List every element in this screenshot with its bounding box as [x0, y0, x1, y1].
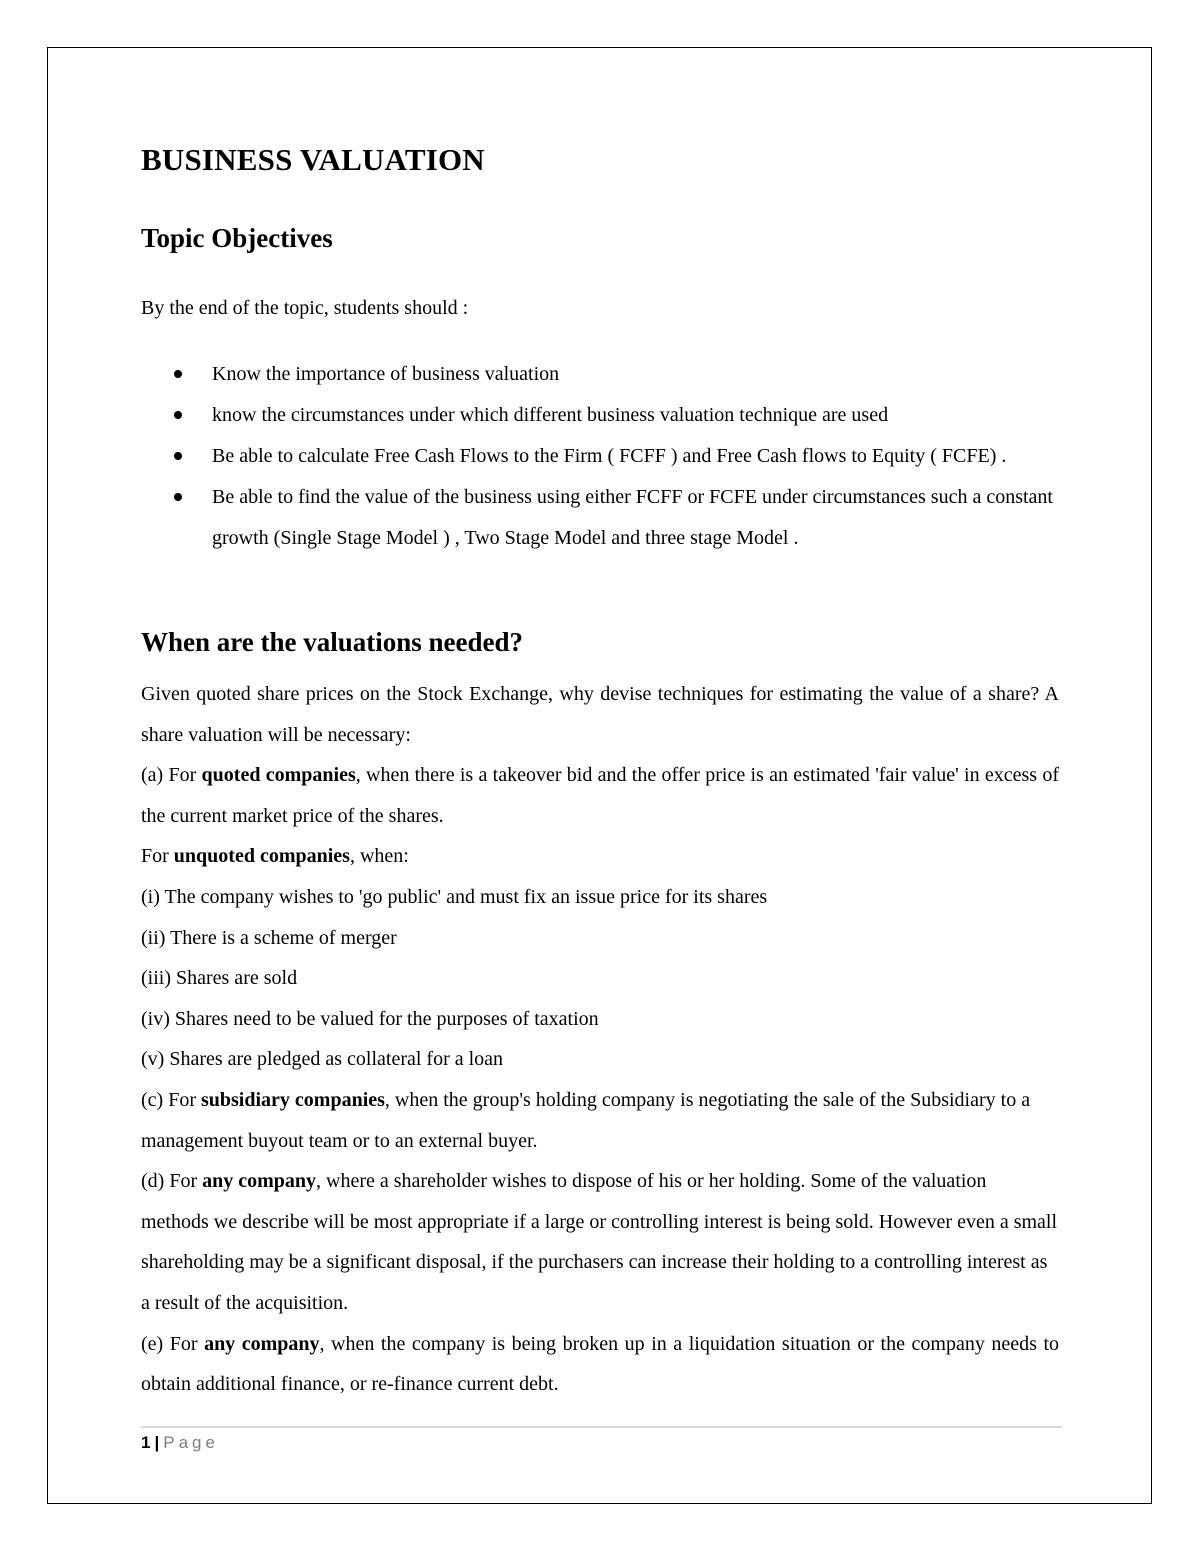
- bold-term: subsidiary companies: [200, 1088, 385, 1111]
- objective-text: know the circumstances under which different business valuation technique are used: [212, 404, 889, 426]
- list-item: [141, 436, 1059, 477]
- objective-text: Be able to calculate Free Cash Flows to the Firm ( FCFF ) and Free Cash flows to Equity ( FCFE) .: [212, 445, 1007, 467]
- paragraph-prefix: For: [141, 845, 174, 868]
- valuations-heading: When are the valuations needed?: [141, 627, 524, 657]
- objectives-list: [141, 354, 1059, 559]
- list-item: (i) The company wishes to 'go public' and must fix an issue price for its shares: [141, 885, 768, 908]
- list-item: [141, 477, 1059, 559]
- bullet-icon: [174, 370, 182, 378]
- valuations-section: [141, 674, 1059, 1405]
- list-item: [141, 354, 1059, 395]
- paragraph-any-company-dispose: [141, 1161, 1059, 1323]
- paragraph-rest: , when there is a takeover bid and the offer price is an estimated 'fair value' in excess of the current market price of the shares.: [141, 764, 1060, 827]
- list-item: (ii) There is a scheme of merger: [141, 926, 397, 949]
- objective-text: Be able to find the value of the business using either FCFF or FCFE under circumstances such a constant growth (Single Stage Model ) , Two Stage Model and three stage Model .: [212, 486, 1053, 549]
- paragraph-intro: Given quoted share prices on the Stock Exchange, why devise techniques for estimating the value of a share? A share valuation will be necessary:: [141, 683, 1059, 746]
- footer-divider: [141, 1426, 1062, 1428]
- paragraph-rest: , where a shareholder wishes to dispose of his or her holding. Some of the valuation methods we describe will be most appropriate if a large or controlling interest is being sold. However even a small shareholding may be a significant disposal, if the purchasers can increase their holding to a controlling interest as a result of the acquisition.: [141, 1170, 1058, 1314]
- paragraph-rest: , when the company is being broken up in a liquidation situation or the company needs to obtain additional finance, or re-finance current debt.: [141, 1332, 1060, 1396]
- bold-term: unquoted companies: [173, 845, 350, 868]
- page-label: Page: [163, 1433, 219, 1452]
- document-title: BUSINESS VALUATION: [141, 142, 485, 177]
- bullet-icon: [174, 411, 182, 419]
- bullet-icon: [174, 493, 182, 501]
- paragraph-rest: , when the group's holding company is negotiating the sale of the Subsidiary to a management buyout team or to an external buyer.: [141, 1088, 1031, 1152]
- list-item: (iii) Shares are sold: [141, 967, 298, 990]
- page-number: 1: [141, 1433, 151, 1452]
- paragraph-unquoted: [141, 836, 1059, 877]
- intro-text: By the end of the topic, students should :: [141, 297, 469, 319]
- paragraph-prefix: (a) For: [141, 764, 202, 787]
- list-item: (v) Shares are pledged as collateral for a loan: [141, 1048, 504, 1071]
- list-item: (iv) Shares need to be valued for the purposes of taxation: [141, 1007, 599, 1030]
- list-item: [141, 395, 1059, 436]
- paragraph-subsidiary: [141, 1080, 1059, 1161]
- paragraph-any-company-liquidation: [141, 1324, 1059, 1405]
- objectives-heading: Topic Objectives: [141, 223, 333, 253]
- bold-term: any company: [204, 1332, 320, 1355]
- objective-text: Know the importance of business valuation: [212, 363, 560, 385]
- paragraph-prefix: (c) For: [141, 1088, 201, 1111]
- bold-term: quoted companies: [201, 764, 356, 787]
- bullet-icon: [174, 452, 182, 460]
- page-footer: [141, 1433, 219, 1453]
- paragraph-prefix: (d) For: [141, 1170, 203, 1193]
- paragraph-prefix: (e) For: [141, 1332, 205, 1355]
- paragraph-rest: , when:: [349, 845, 409, 868]
- bold-term: any company: [202, 1170, 317, 1193]
- paragraph-quoted: [141, 755, 1059, 836]
- footer-separator: |: [154, 1433, 160, 1452]
